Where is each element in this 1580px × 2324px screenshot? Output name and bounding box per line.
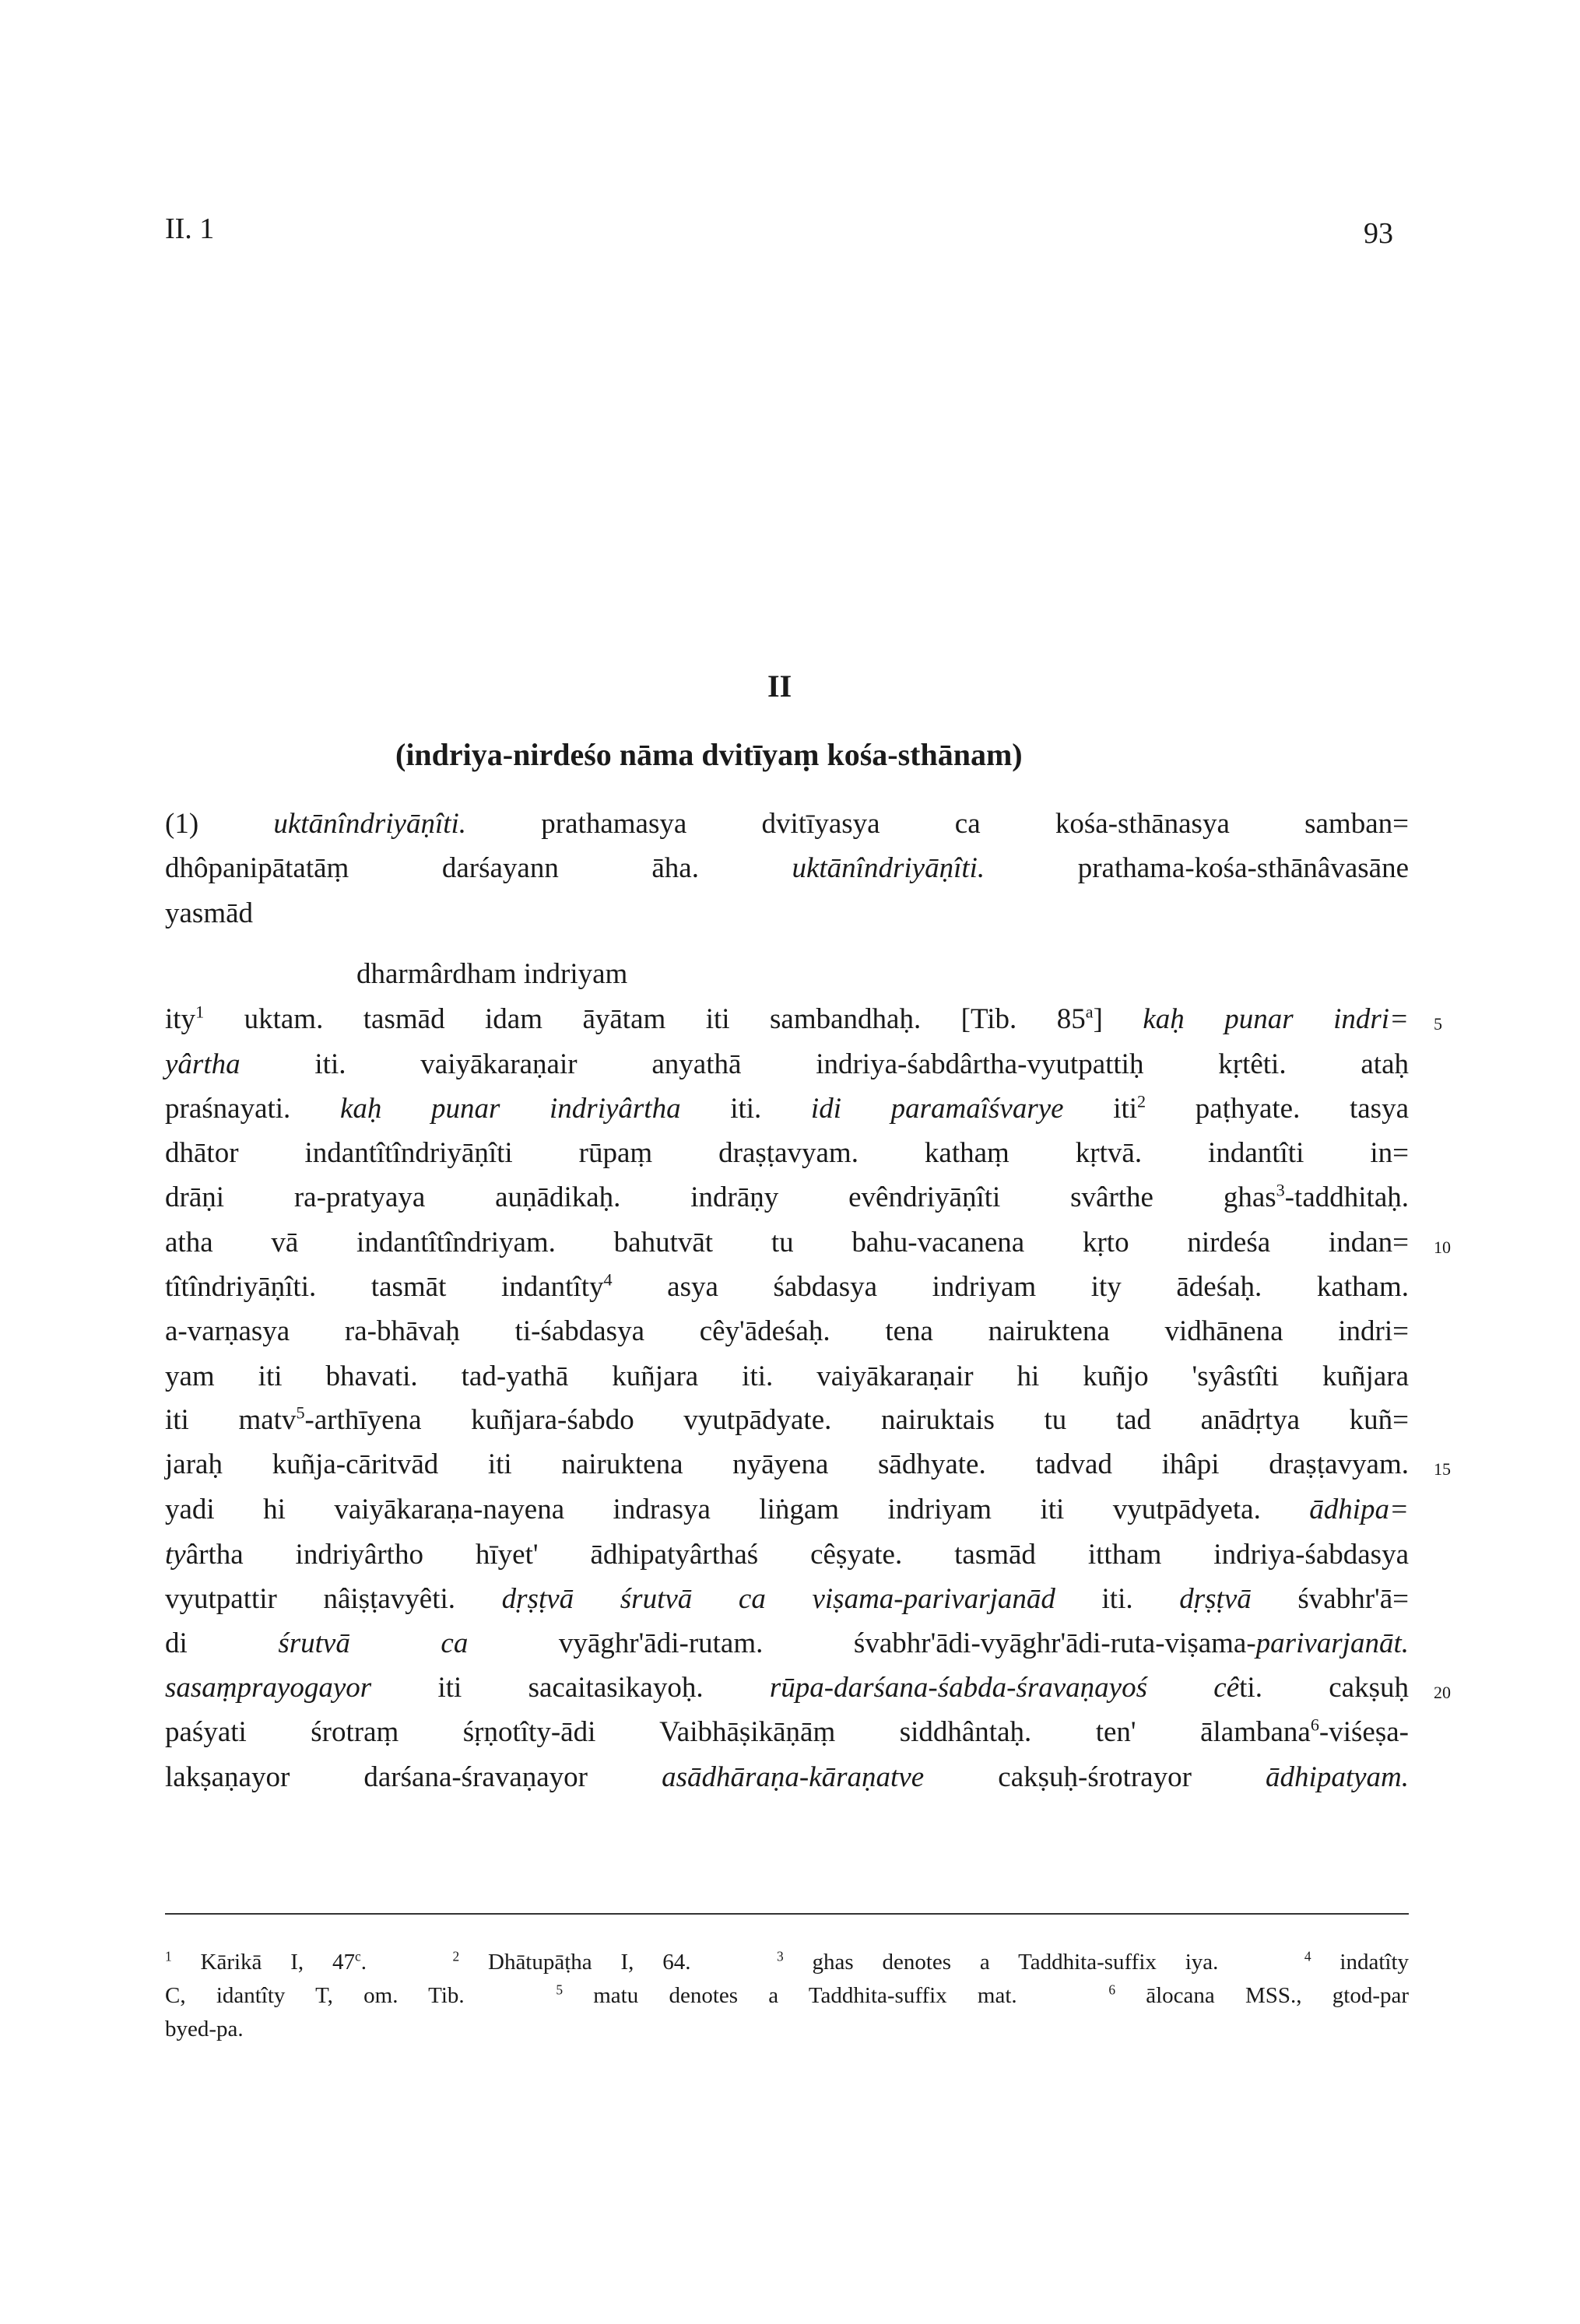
body-line: drāṇi ra-pratyaya auṇādikaḥ. indrāṇy evêndriyāṇîti svârthe ghas$^3$-taddhitaḥ. — [165, 1180, 1409, 1213]
body-line: sasaṃprayogayor iti sacaitasikayoḥ. rūpa-darśana-śabda-śravaṇayoś cêti. cakṣuḥ — [165, 1672, 1410, 1704]
body-line: yadi hi vaiyākaraṇa-nayena indrasya liṅgam indriyam iti vyutpādyeta. ādhipa= — [165, 1494, 1409, 1525]
margin-line-number: 20 — [1434, 1683, 1451, 1702]
body-line: a-varṇasya ra-bhāvaḥ ti-śabdasya cêy'ādeśaḥ. tena nairuktena vidhānena indri= — [165, 1315, 1409, 1347]
body-line: yam iti bhavati. tad-yathā kuñjara iti. vaiyākaraṇair hi kuñjo 'syâstîti kuñjara — [165, 1360, 1409, 1392]
body-line: dhôpanipātatāṃ darśayann āha. uktānîndriyāṇîti. prathama-kośa-sthānâvasāne — [165, 852, 1410, 884]
body-line: iti matv$^5$-arthīyena kuñjara-śabdo vyutpādyate. nairuktais tu tad anādṛtya kuñ= — [165, 1402, 1409, 1436]
footnote-line: $^1$ Kārikā I, 47$^c$. $^2$ Dhātupāṭha I, 64. $^3$ ghas denotes a Taddhita-suffix iya. $^4$ indatîty — [165, 1948, 1410, 1975]
body-line: yârtha iti. vaiyākaraṇair anyathā indriya-śabdârtha-vyutpattiḥ kṛtêti. ataḥ — [165, 1048, 1409, 1080]
body-line: lakṣaṇayor darśana-śravaṇayor asādhāraṇa-kāraṇatve cakṣuḥ-śrotrayor ādhipatyam. — [165, 1761, 1409, 1793]
margin-line-number: 5 — [1434, 1014, 1442, 1034]
body-line: ity$^1$ uktam. tasmād idam āyātam iti sambandhaḥ. [Tib. 85$^a$] kaḥ punar indri= — [165, 1002, 1409, 1035]
body-line: yasmād — [165, 897, 254, 929]
running-head-section: II. 1 — [165, 212, 215, 245]
body-line: jaraḥ kuñja-cāritvād iti nairuktena nyāyena sādhyate. tadvad ihâpi draṣṭavyam. — [165, 1448, 1409, 1480]
body-line: tyârtha indriyârtho hīyet' ādhipatyârthaś cêṣyate. tasmād ittham indriya-śabdasya — [165, 1539, 1409, 1571]
footnote-rule — [165, 1913, 1409, 1915]
body-line: atha vā indantîtîndriyam. bahutvāt tu bahu-vacanena kṛto nirdeśa indan= — [165, 1227, 1409, 1259]
margin-line-number: 10 — [1434, 1237, 1451, 1257]
footnote-line: C, idantîty T, om. Tib. $^5$ matu denotes a Taddhita-suffix mat. $^6$ ālocana MSS., gtod-par — [165, 1982, 1410, 2008]
chapter-title: (indriya-nirdeśo nāma dvitīyaṃ kośa-sthānam) — [395, 737, 1023, 772]
footnote-line: byed-pa. — [165, 2017, 244, 2041]
page-number: 93 — [1364, 217, 1393, 250]
margin-line-number: 15 — [1434, 1459, 1451, 1479]
body-line: paśyati śrotraṃ śṛṇotîty-ādi Vaibhāṣikāṇāṃ siddhântaḥ. ten' ālambana$^6$-viśeṣa- — [165, 1715, 1409, 1748]
chapter-number: II — [767, 669, 792, 704]
body-line: vyutpattir nâiṣṭavyêti. dṛṣṭvā śrutvā ca viṣama-parivarjanād iti. dṛṣṭvā śvabhr'ā= — [165, 1583, 1409, 1615]
body-line: praśnayati. kaḥ punar indriyârtha iti. idi paramaîśvarye iti$^2$ paṭhyate. tasya — [165, 1091, 1409, 1125]
body-line: tîtîndriyāṇîti. tasmāt indantîty$^4$ asya śabdasya indriyam ity ādeśaḥ. katham. — [165, 1269, 1410, 1303]
body-line: dhātor indantîtîndriyāṇîti rūpaṃ draṣṭavyam. kathaṃ kṛtvā. indantîti in= — [165, 1137, 1409, 1169]
body-line: (1) uktānîndriyāṇîti. prathamasya dvitīyasya ca kośa-sthānasya samban= — [165, 808, 1409, 840]
verse-line: dharmârdham indriyam — [356, 958, 628, 990]
body-line: di śrutvā ca vyāghr'ādi-rutam. śvabhr'ādi-vyāghr'ādi-ruta-viṣama-parivarjanāt. — [165, 1627, 1409, 1659]
